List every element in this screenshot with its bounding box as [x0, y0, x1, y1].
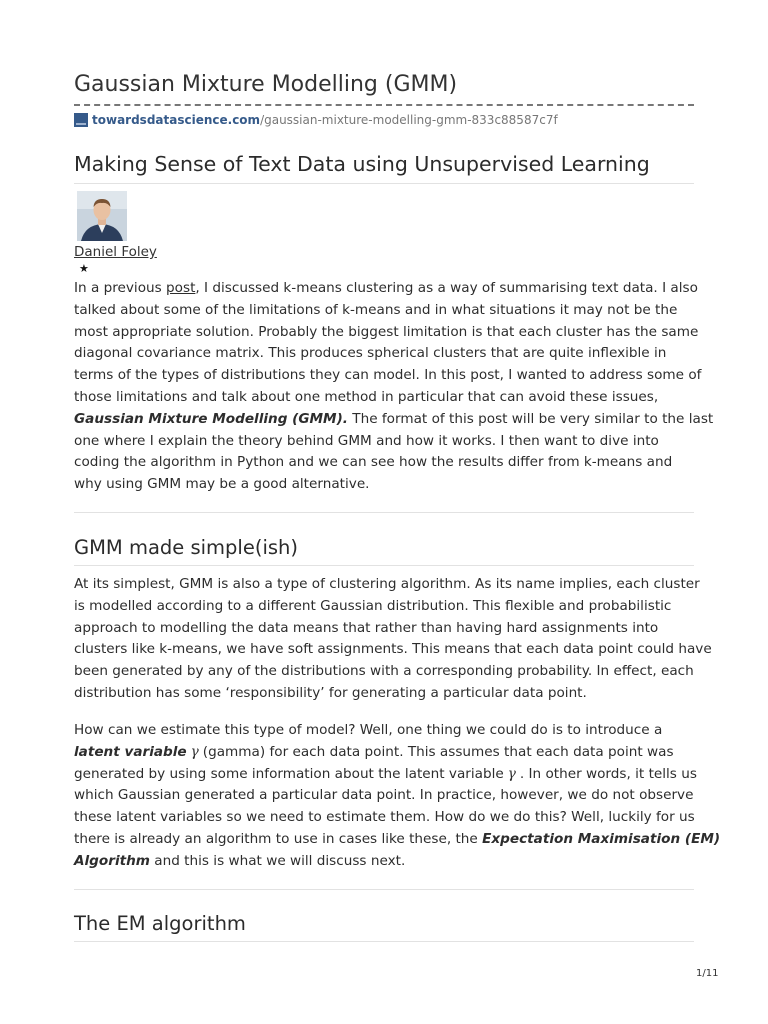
page-number: 1/11 [696, 968, 719, 979]
gmm-paragraph-2: How can we estimate this type of model? Well, one thing we could do is to introduce a latent variable γ (gamma) for each data point. This assumes that each data point was generated by using some information about the latent variable γ . In other words, it tells us which Gaussian generated a particular data point. In practice, however, we do not observe these latent variables so we need to estimate them. How do we do this? Well, luckily for us there is already an algorithm to use in cases like these, the Expectation Maximisation (EM) Algorithm and this is what we will discuss next. [74, 722, 721, 869]
document-title: Gaussian Mixture Modelling (GMM) [74, 72, 458, 97]
gamma-symbol: γ [190, 743, 199, 760]
section-divider [74, 512, 694, 513]
author-name-link[interactable]: Daniel Foley [74, 244, 157, 260]
source-path: /gaussian-mixture-modelling-gmm-833c88587c7f [260, 113, 558, 127]
source-domain: towardsdatascience.com [92, 113, 261, 127]
intro-paragraph: In a previous post, I discussed k-means clustering as a way of summarising text data. I also talked about some of the limitations of k-means and in what situations it may not be the most appropriate solution. Probably the biggest limitation is that each cluster has the same diagonal covariance matrix. This produces spherical clusters that are quite inflexible in terms of the types of distributions they can model. In this post, I wanted to address some of those limitations and talk about one method in particular that can avoid these issues, Gaussian Mixture Modelling (GMM). The format of this post will be very similar to the last one where I explain the theory behind GMM and how it works. I then want to dive into coding the algorithm in Python and we can see how the results differ from k-means and why using GMM may be a good alternative. [74, 280, 714, 493]
title-divider [74, 104, 694, 106]
author-photo-icon [77, 191, 127, 241]
section-heading-divider [74, 565, 694, 566]
source-url[interactable] [74, 112, 558, 128]
article-title: Making Sense of Text Data using Unsupervised Learning [74, 152, 650, 176]
site-favicon-icon [74, 113, 88, 127]
section-heading-divider [74, 941, 694, 942]
section-heading-em-algorithm: The EM algorithm [74, 912, 246, 935]
article-title-divider [74, 183, 694, 184]
star-icon: ★ [79, 262, 89, 275]
gamma-symbol: γ [507, 765, 516, 782]
section-heading-gmm-simple: GMM made simple(ish) [74, 536, 298, 559]
section-divider [74, 889, 694, 890]
author-avatar[interactable] [77, 191, 127, 241]
gmm-paragraph-1: At its simplest, GMM is also a type of clustering algorithm. As its name implies, each cluster is modelled according to a different Gaussian distribution. This flexible and probabilistic approach to modelling the data means that rather than having hard assignments into clusters like k-means, we have soft assignments. This means that each data point could have been generated by any of the distributions with a corresponding probability. In effect, each distribution has some ‘responsibility’ for generating a particular data point. [74, 576, 712, 701]
previous-post-link[interactable]: post [166, 280, 196, 296]
